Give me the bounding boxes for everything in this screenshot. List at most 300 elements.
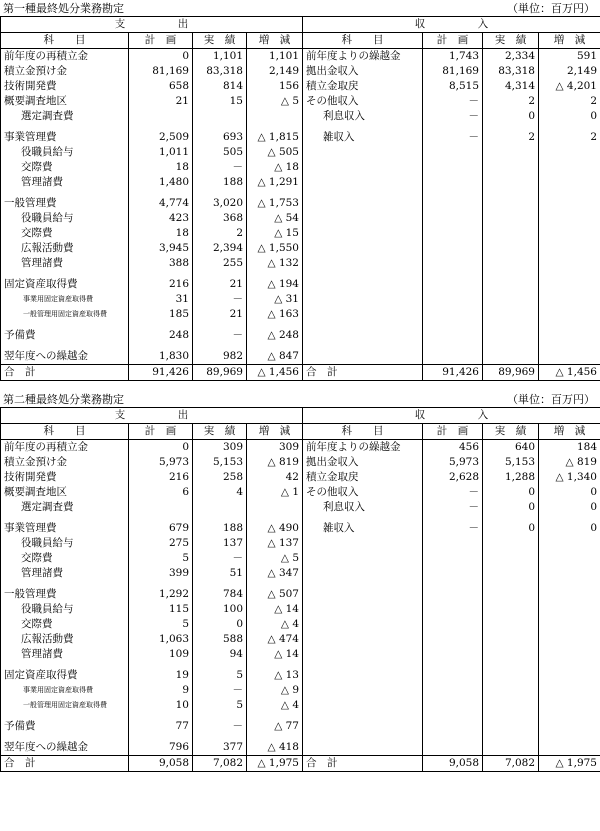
exp-plan-cell: 5 — [129, 551, 193, 566]
rev-empty-cell — [539, 145, 600, 160]
total-exp-actual: 89,969 — [193, 365, 247, 381]
plan-header: 計 画 — [423, 33, 483, 49]
exp-change-cell: △ 163 — [247, 307, 303, 322]
table-row — [1, 683, 600, 698]
rev-actual-cell: 2 — [483, 94, 539, 109]
exp-item-label: 積立金預け金 — [1, 64, 129, 79]
exp-change-cell: 42 — [247, 470, 303, 485]
table-row — [1, 587, 600, 602]
column-header-row — [1, 424, 600, 440]
actual-header: 実 績 — [483, 424, 539, 440]
exp-actual-cell: 4 — [193, 485, 247, 500]
rev-item-label: 前年度よりの繰越金 — [303, 440, 423, 456]
exp-item-label: 管理諸費 — [1, 256, 129, 271]
exp-item-label: 交際費 — [1, 160, 129, 175]
table-row — [1, 64, 600, 79]
exp-change-cell: △ 9 — [247, 683, 303, 698]
exp-actual-cell: － — [193, 160, 247, 175]
exp-plan-cell: 0 — [129, 440, 193, 456]
rev-empty-cell — [483, 566, 539, 581]
exp-actual-cell: 505 — [193, 145, 247, 160]
exp-plan-cell: 5 — [129, 617, 193, 632]
exp-actual-cell: － — [193, 683, 247, 698]
rev-actual-cell: 1,288 — [483, 470, 539, 485]
exp-item-label: 技術開発費 — [1, 79, 129, 94]
exp-plan-cell: 1,011 — [129, 145, 193, 160]
exp-actual-cell: 51 — [193, 566, 247, 581]
rev-empty-cell — [539, 566, 600, 581]
rev-change-cell: 0 — [539, 109, 600, 124]
table-row — [1, 226, 600, 241]
exp-plan-cell: 658 — [129, 79, 193, 94]
exp-plan-cell: 423 — [129, 211, 193, 226]
exp-plan-cell: 185 — [129, 307, 193, 322]
table-row — [1, 536, 600, 551]
exp-item-label: 広報活動費 — [1, 241, 129, 256]
exp-plan-cell: 679 — [129, 521, 193, 536]
rev-empty-cell — [539, 632, 600, 647]
rev-empty-cell — [539, 307, 600, 322]
rev-empty-cell — [483, 617, 539, 632]
exp-item-label: 概要調査地区 — [1, 485, 129, 500]
rev-empty-cell — [423, 292, 483, 307]
rev-empty-cell — [539, 160, 600, 175]
exp-plan-cell: 216 — [129, 470, 193, 485]
exp-plan-cell: 19 — [129, 668, 193, 683]
exp-actual-cell: 693 — [193, 130, 247, 145]
rev-actual-cell: 0 — [483, 521, 539, 536]
exp-change-cell: △ 5 — [247, 551, 303, 566]
rev-change-cell: 2,149 — [539, 64, 600, 79]
total-exp-plan: 91,426 — [129, 365, 193, 381]
account-table — [0, 407, 600, 772]
rev-empty-cell — [539, 617, 600, 632]
exp-actual-cell: 258 — [193, 470, 247, 485]
exp-change-cell — [247, 500, 303, 515]
rev-empty-cell — [483, 292, 539, 307]
section-header — [0, 391, 600, 407]
rev-empty-cell — [483, 668, 539, 683]
exp-plan-cell: 115 — [129, 602, 193, 617]
rev-empty-cell — [539, 587, 600, 602]
exp-actual-cell: 784 — [193, 587, 247, 602]
exp-plan-cell: 216 — [129, 277, 193, 292]
rev-plan-cell: － — [423, 94, 483, 109]
item-header: 科 目 — [303, 33, 423, 49]
rev-empty-cell — [539, 740, 600, 756]
exp-item-label: 一般管理用固定資産取得費 — [1, 307, 129, 322]
table-row — [1, 256, 600, 271]
exp-item-label: 管理諸費 — [1, 175, 129, 190]
rev-empty-cell — [483, 551, 539, 566]
exp-item-label: 役職員給与 — [1, 145, 129, 160]
exp-plan-cell: 81,169 — [129, 64, 193, 79]
actual-header: 実 績 — [193, 424, 247, 440]
table-row — [1, 328, 600, 343]
exp-change-cell: △ 54 — [247, 211, 303, 226]
rev-empty-cell — [423, 145, 483, 160]
exp-plan-cell: 0 — [129, 49, 193, 65]
rev-empty-cell — [539, 211, 600, 226]
rev-change-cell: 0 — [539, 485, 600, 500]
table-row — [1, 241, 600, 256]
table-row — [1, 566, 600, 581]
exp-change-cell: △ 4 — [247, 617, 303, 632]
exp-plan-cell: 796 — [129, 740, 193, 756]
exp-plan-cell: 109 — [129, 647, 193, 662]
rev-empty-cell — [303, 145, 423, 160]
total-exp-change: △ 1,975 — [247, 756, 303, 772]
rev-empty-cell — [423, 617, 483, 632]
exp-change-cell: △ 13 — [247, 668, 303, 683]
exp-actual-cell: 5,153 — [193, 455, 247, 470]
exp-change-cell: △ 132 — [247, 256, 303, 271]
table-row — [1, 698, 600, 713]
rev-empty-cell — [303, 602, 423, 617]
rev-empty-cell — [303, 698, 423, 713]
rev-empty-cell — [483, 196, 539, 211]
exp-plan-cell: 3,945 — [129, 241, 193, 256]
rev-empty-cell — [483, 226, 539, 241]
rev-empty-cell — [423, 683, 483, 698]
rev-item-label: その他収入 — [303, 94, 423, 109]
rev-actual-cell: 2 — [483, 130, 539, 145]
table-row — [1, 602, 600, 617]
exp-actual-cell: 188 — [193, 521, 247, 536]
exp-plan-cell: 1,830 — [129, 349, 193, 365]
exp-item-label: 交際費 — [1, 551, 129, 566]
table-row — [1, 500, 600, 515]
rev-empty-cell — [303, 740, 423, 756]
exp-item-label: 事業管理費 — [1, 521, 129, 536]
rev-empty-cell — [539, 256, 600, 271]
exp-change-cell: △ 248 — [247, 328, 303, 343]
rev-empty-cell — [423, 719, 483, 734]
exp-change-cell: △ 1 — [247, 485, 303, 500]
rev-change-cell: 0 — [539, 500, 600, 515]
total-exp-actual: 7,082 — [193, 756, 247, 772]
rev-empty-cell — [423, 668, 483, 683]
rev-item-label: 積立金取戻 — [303, 79, 423, 94]
rev-empty-cell — [423, 740, 483, 756]
rev-plan-cell: － — [423, 500, 483, 515]
rev-empty-cell — [303, 277, 423, 292]
table-row — [1, 647, 600, 662]
rev-empty-cell — [423, 566, 483, 581]
exp-change-cell: △ 31 — [247, 292, 303, 307]
rev-empty-cell — [303, 241, 423, 256]
rev-empty-cell — [303, 617, 423, 632]
exp-plan-cell: 18 — [129, 226, 193, 241]
rev-empty-cell — [303, 632, 423, 647]
rev-empty-cell — [303, 536, 423, 551]
table-row — [1, 455, 600, 470]
table-row — [1, 196, 600, 211]
table-row — [1, 485, 600, 500]
exp-change-cell: △ 418 — [247, 740, 303, 756]
group-header-row — [1, 17, 600, 33]
exp-item-label: 前年度の再積立金 — [1, 440, 129, 456]
rev-empty-cell — [483, 698, 539, 713]
table-row — [1, 160, 600, 175]
exp-actual-cell: 255 — [193, 256, 247, 271]
exp-actual-cell — [193, 109, 247, 124]
exp-actual-cell: 83,318 — [193, 64, 247, 79]
table-row — [1, 292, 600, 307]
exp-change-cell: △ 15 — [247, 226, 303, 241]
rev-empty-cell — [483, 307, 539, 322]
exp-plan-cell: 399 — [129, 566, 193, 581]
exp-actual-cell: 137 — [193, 536, 247, 551]
rev-empty-cell — [423, 551, 483, 566]
rev-item-label: 利息収入 — [303, 500, 423, 515]
exp-change-cell: △ 14 — [247, 647, 303, 662]
rev-empty-cell — [483, 683, 539, 698]
exp-change-cell: △ 5 — [247, 94, 303, 109]
table-row — [1, 145, 600, 160]
exp-change-cell: △ 18 — [247, 160, 303, 175]
exp-plan-cell: 9 — [129, 683, 193, 698]
rev-empty-cell — [539, 551, 600, 566]
rev-actual-cell: 83,318 — [483, 64, 539, 79]
table-row — [1, 719, 600, 734]
exp-change-cell: 1,101 — [247, 49, 303, 65]
rev-item-label: 積立金取戻 — [303, 470, 423, 485]
rev-empty-cell — [303, 226, 423, 241]
exp-item-label: 一般管理用固定資産取得費 — [1, 698, 129, 713]
exp-actual-cell: 377 — [193, 740, 247, 756]
rev-empty-cell — [483, 211, 539, 226]
exp-change-cell: △ 1,753 — [247, 196, 303, 211]
rev-empty-cell — [303, 719, 423, 734]
rev-actual-cell: 2,334 — [483, 49, 539, 65]
item-header: 科 目 — [303, 424, 423, 440]
unit-label: （単位：百万円） — [507, 393, 595, 406]
total-rev-actual: 7,082 — [483, 756, 539, 772]
plan-header: 計 画 — [129, 424, 193, 440]
rev-empty-cell — [423, 328, 483, 343]
rev-empty-cell — [303, 647, 423, 662]
rev-actual-cell: 0 — [483, 109, 539, 124]
group-header-row — [1, 408, 600, 424]
exp-actual-cell: 2 — [193, 226, 247, 241]
rev-empty-cell — [539, 602, 600, 617]
rev-change-cell: 2 — [539, 130, 600, 145]
rev-item-label: 雑収入 — [303, 130, 423, 145]
rev-empty-cell — [423, 175, 483, 190]
exp-change-cell: △ 490 — [247, 521, 303, 536]
rev-empty-cell — [423, 277, 483, 292]
rev-actual-cell: 640 — [483, 440, 539, 456]
exp-actual-cell: 21 — [193, 307, 247, 322]
total-exp-change: △ 1,456 — [247, 365, 303, 381]
rev-change-cell: △ 4,201 — [539, 79, 600, 94]
table-row — [1, 130, 600, 145]
exp-plan-cell: 4,774 — [129, 196, 193, 211]
revenue-header: 収 入 — [303, 17, 600, 33]
rev-empty-cell — [483, 256, 539, 271]
rev-empty-cell — [539, 536, 600, 551]
expenditure-header: 支 出 — [1, 17, 303, 33]
exp-change-cell: △ 847 — [247, 349, 303, 365]
exp-item-label: 事業用固定資産取得費 — [1, 292, 129, 307]
rev-empty-cell — [539, 647, 600, 662]
exp-actual-cell: 5 — [193, 668, 247, 683]
exp-actual-cell: 588 — [193, 632, 247, 647]
exp-plan-cell — [129, 109, 193, 124]
exp-item-label: 事業用固定資産取得費 — [1, 683, 129, 698]
exp-actual-cell: － — [193, 551, 247, 566]
exp-actual-cell: 15 — [193, 94, 247, 109]
exp-actual-cell: 100 — [193, 602, 247, 617]
exp-item-label: 広報活動費 — [1, 632, 129, 647]
rev-plan-cell: － — [423, 485, 483, 500]
exp-plan-cell: 1,480 — [129, 175, 193, 190]
exp-item-label: 役職員給与 — [1, 211, 129, 226]
rev-item-label: 拠出金収入 — [303, 455, 423, 470]
exp-actual-cell: 0 — [193, 617, 247, 632]
exp-plan-cell: 2,509 — [129, 130, 193, 145]
rev-item-label: 前年度よりの繰越金 — [303, 49, 423, 65]
rev-plan-cell: 2,628 — [423, 470, 483, 485]
exp-plan-cell: 21 — [129, 94, 193, 109]
change-header: 増 減 — [539, 33, 600, 49]
rev-empty-cell — [423, 196, 483, 211]
rev-empty-cell — [539, 226, 600, 241]
section-type1 — [0, 0, 600, 381]
total-rev-change: △ 1,456 — [539, 365, 600, 381]
table-row — [1, 551, 600, 566]
exp-plan-cell: 388 — [129, 256, 193, 271]
exp-item-label: 予備費 — [1, 328, 129, 343]
rev-empty-cell — [483, 328, 539, 343]
rev-item-label: 雑収入 — [303, 521, 423, 536]
change-header: 増 減 — [247, 424, 303, 440]
rev-empty-cell — [303, 551, 423, 566]
exp-item-label: 交際費 — [1, 617, 129, 632]
rev-empty-cell — [423, 602, 483, 617]
rev-empty-cell — [483, 175, 539, 190]
exp-change-cell: △ 14 — [247, 602, 303, 617]
section-title: 第二種最終処分業務勘定 — [3, 393, 124, 406]
total-rev-label: 合 計 — [303, 365, 423, 381]
rev-empty-cell — [303, 349, 423, 365]
rev-empty-cell — [483, 740, 539, 756]
section-type2 — [0, 391, 600, 772]
rev-empty-cell — [303, 292, 423, 307]
exp-change-cell: △ 1,815 — [247, 130, 303, 145]
total-rev-label: 合 計 — [303, 756, 423, 772]
table-row — [1, 49, 600, 65]
rev-actual-cell: 0 — [483, 485, 539, 500]
exp-change-cell: △ 137 — [247, 536, 303, 551]
rev-empty-cell — [483, 587, 539, 602]
plan-header: 計 画 — [423, 424, 483, 440]
rev-empty-cell — [423, 647, 483, 662]
exp-actual-cell: 21 — [193, 277, 247, 292]
unit-label: （単位：百万円） — [507, 2, 595, 15]
rev-empty-cell — [483, 349, 539, 365]
exp-plan-cell: 5,973 — [129, 455, 193, 470]
exp-item-label: 予備費 — [1, 719, 129, 734]
rev-empty-cell — [539, 175, 600, 190]
exp-actual-cell: 5 — [193, 698, 247, 713]
exp-item-label: 概要調査地区 — [1, 94, 129, 109]
rev-empty-cell — [483, 719, 539, 734]
rev-empty-cell — [423, 256, 483, 271]
rev-change-cell: 2 — [539, 94, 600, 109]
table-body — [1, 440, 600, 756]
total-rev-actual: 89,969 — [483, 365, 539, 381]
rev-empty-cell — [539, 328, 600, 343]
rev-actual-cell: 4,314 — [483, 79, 539, 94]
exp-item-label: 翌年度への繰越金 — [1, 349, 129, 365]
rev-empty-cell — [423, 226, 483, 241]
rev-empty-cell — [539, 719, 600, 734]
rev-empty-cell — [303, 256, 423, 271]
rev-empty-cell — [303, 307, 423, 322]
rev-empty-cell — [483, 647, 539, 662]
plan-header: 計 画 — [129, 33, 193, 49]
actual-header: 実 績 — [483, 33, 539, 49]
exp-change-cell: △ 77 — [247, 719, 303, 734]
exp-change-cell: △ 4 — [247, 698, 303, 713]
table-body — [1, 49, 600, 365]
column-header-row — [1, 33, 600, 49]
exp-plan-cell — [129, 500, 193, 515]
exp-actual-cell: 94 — [193, 647, 247, 662]
exp-actual-cell: 3,020 — [193, 196, 247, 211]
rev-empty-cell — [483, 145, 539, 160]
exp-actual-cell: 1,101 — [193, 49, 247, 65]
exp-item-label: 固定資産取得費 — [1, 668, 129, 683]
rev-empty-cell — [483, 632, 539, 647]
section-title: 第一種最終処分業務勘定 — [3, 2, 124, 15]
rev-empty-cell — [423, 160, 483, 175]
exp-actual-cell: － — [193, 292, 247, 307]
table-row — [1, 211, 600, 226]
exp-item-label: 一般管理費 — [1, 196, 129, 211]
rev-plan-cell: 5,973 — [423, 455, 483, 470]
rev-empty-cell — [303, 587, 423, 602]
total-exp-plan: 9,058 — [129, 756, 193, 772]
rev-empty-cell — [423, 536, 483, 551]
actual-header: 実 績 — [193, 33, 247, 49]
change-header: 増 減 — [539, 424, 600, 440]
rev-empty-cell — [303, 160, 423, 175]
exp-item-label: 役職員給与 — [1, 602, 129, 617]
rev-item-label: 拠出金収入 — [303, 64, 423, 79]
exp-item-label: 固定資産取得費 — [1, 277, 129, 292]
total-row — [1, 756, 600, 772]
rev-empty-cell — [303, 328, 423, 343]
exp-item-label: 管理諸費 — [1, 647, 129, 662]
exp-item-label: 積立金預け金 — [1, 455, 129, 470]
revenue-header: 収 入 — [303, 408, 600, 424]
rev-empty-cell — [423, 698, 483, 713]
exp-change-cell: △ 194 — [247, 277, 303, 292]
exp-item-label: 技術開発費 — [1, 470, 129, 485]
rev-empty-cell — [539, 668, 600, 683]
exp-plan-cell: 77 — [129, 719, 193, 734]
exp-item-label: 前年度の再積立金 — [1, 49, 129, 65]
rev-plan-cell: 8,515 — [423, 79, 483, 94]
exp-item-label: 一般管理費 — [1, 587, 129, 602]
rev-empty-cell — [539, 196, 600, 211]
rev-empty-cell — [483, 602, 539, 617]
exp-item-label: 役職員給与 — [1, 536, 129, 551]
exp-item-label: 選定調査費 — [1, 500, 129, 515]
